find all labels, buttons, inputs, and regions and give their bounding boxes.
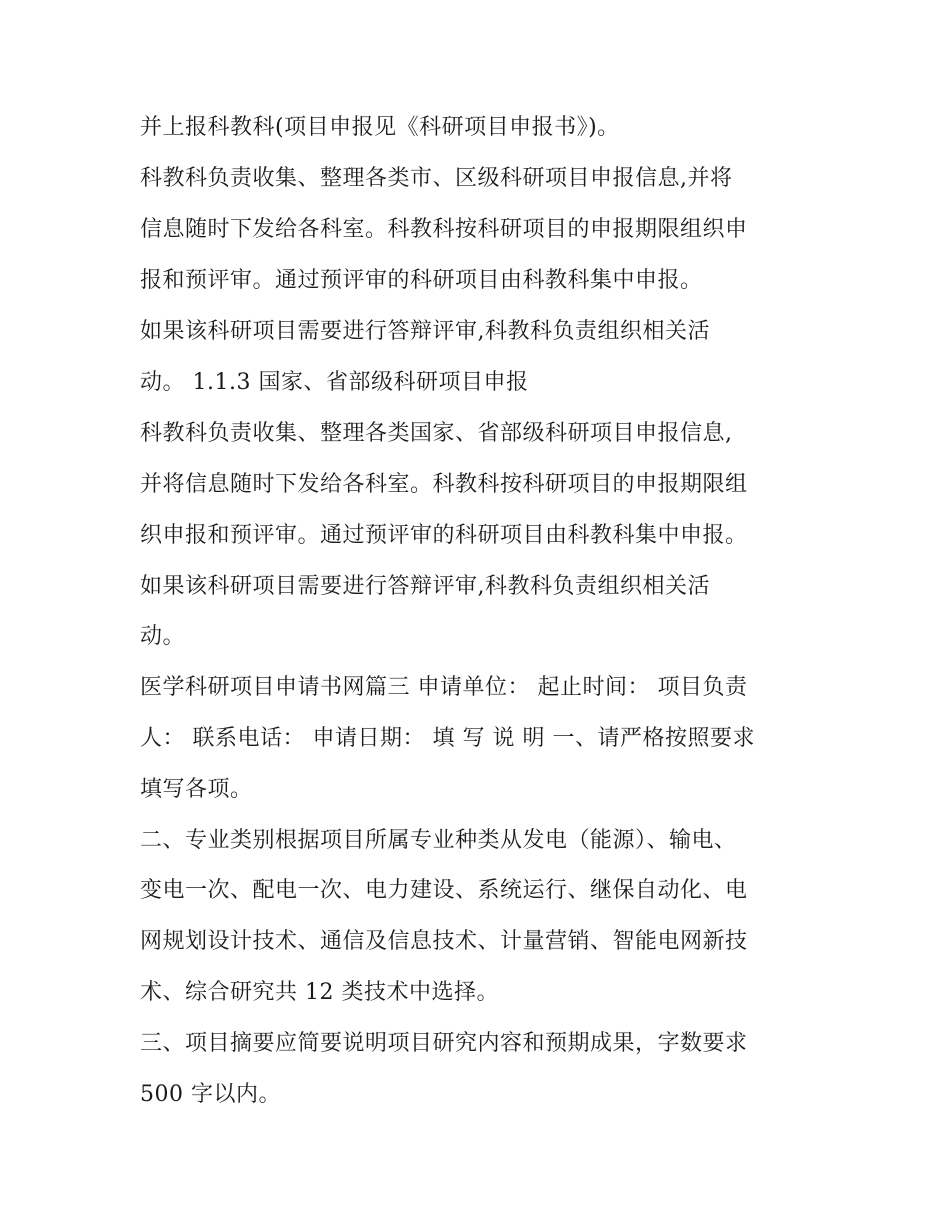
text-line-8: 并将信息随时下发给各科室。科教科按科研项目的申报期限组 <box>140 472 748 497</box>
text-line-20: 500 字以内。 <box>140 1082 281 1107</box>
text-line-2: 科教科负责收集、整理各类市、区级科研项目申报信息,并将 <box>140 166 733 191</box>
text-line-6: 动。 1.1.3 国家、省部级科研项目申报 <box>140 370 529 395</box>
text-line-1: 并上报科教科(项目申报见《科研项目申报书》)。 <box>140 115 620 140</box>
text-line-12: 医学科研项目申请书网篇三 申请单位： 起止时间： 项目负责 <box>140 675 748 700</box>
text-line-13: 人： 联系电话： 申请日期： 填 写 说 明 一、请严格按照要求 <box>140 726 755 751</box>
text-line-10: 如果该科研项目需要进行答辩评审,科教科负责组织相关活 <box>140 574 710 599</box>
text-line-16: 变电一次、配电一次、电力建设、系统运行、继保自动化、电 <box>140 878 748 903</box>
text-line-3: 信息随时下发给各科室。科教科按科研项目的申报期限组织申 <box>140 217 748 242</box>
text-line-5: 如果该科研项目需要进行答辩评审,科教科负责组织相关活 <box>140 319 710 344</box>
text-line-9: 织申报和预评审。通过预评审的科研项目由科教科集中申报。 <box>140 523 748 548</box>
text-line-7: 科教科负责收集、整理各类国家、省部级科研项目申报信息, <box>140 421 733 446</box>
text-line-17: 网规划设计技术、通信及信息技术、计量营销、智能电网新技 <box>140 929 748 954</box>
text-line-11: 动。 <box>140 624 186 649</box>
text-line-15: 二、专业类别根据项目所属专业种类从发电（能源）、输电、 <box>140 828 737 853</box>
text-line-4: 报和预评审。通过预评审的科研项目由科教科集中申报。 <box>140 268 703 293</box>
text-line-14: 填写各项。 <box>140 777 253 802</box>
text-line-18: 术、综合研究共 12 类技术中选择。 <box>140 980 499 1005</box>
text-line-19: 三、项目摘要应简要说明项目研究内容和预期成果，字数要求 <box>140 1031 748 1056</box>
